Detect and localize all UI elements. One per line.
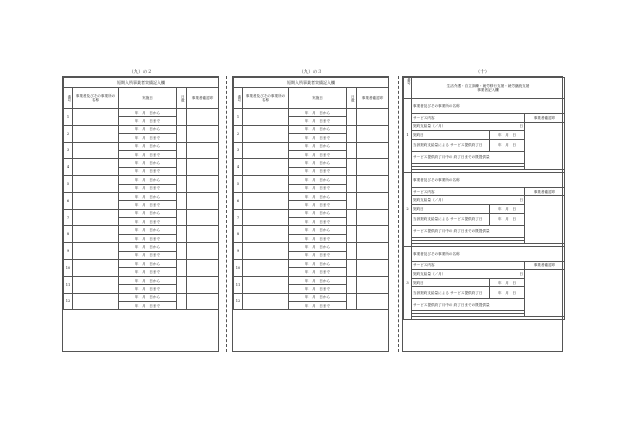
confirm-stamp-cell[interactable]	[525, 270, 565, 317]
row-number: 9	[234, 243, 243, 260]
period-to-cell[interactable]: 年 月 日まで	[119, 201, 177, 209]
row-number: 1	[64, 109, 73, 126]
business-name-cell[interactable]	[73, 125, 119, 142]
contract-date-label: 契約日	[412, 278, 490, 287]
row-number: 1	[234, 109, 243, 126]
period-from-cell[interactable]: 年 月 日から	[119, 159, 177, 167]
days-cell[interactable]	[347, 209, 357, 226]
row-number: 7	[234, 209, 243, 226]
end-date-label: 当該契約支給量による サービス提供終了日	[412, 139, 490, 151]
spacer-cell	[412, 317, 565, 320]
business-name-label: 事業者及びその事業所の名称	[412, 172, 565, 187]
confirm-stamp-cell[interactable]	[357, 125, 389, 142]
left-page-label: （九）の２	[129, 70, 152, 75]
days-cell[interactable]	[177, 192, 187, 209]
left-col-no: 番号	[64, 88, 73, 109]
row-number: 4	[64, 159, 73, 176]
table-row	[234, 276, 389, 284]
period-to-cell[interactable]: 年 月 日まで	[289, 285, 347, 293]
row-number: 3	[234, 142, 243, 159]
business-name-cell[interactable]	[243, 243, 289, 260]
period-from-cell[interactable]: 年 月 日から	[289, 293, 347, 301]
table-row	[64, 293, 219, 301]
days-cell[interactable]	[347, 226, 357, 243]
period-to-cell[interactable]: 年 月 日まで	[119, 251, 177, 259]
business-name-cell[interactable]	[243, 226, 289, 243]
table-row	[234, 176, 389, 184]
page-separator-right	[398, 76, 399, 352]
table-row	[404, 270, 565, 279]
period-from-cell[interactable]: 年 月 日から	[119, 226, 177, 234]
right-col-no: 番号	[404, 78, 412, 99]
table-row	[404, 114, 565, 123]
table-row	[64, 159, 219, 167]
end-date-label: 当該契約支給量による サービス提供終了日	[412, 287, 490, 299]
amount-cell[interactable]	[412, 196, 525, 205]
days-cell[interactable]	[347, 109, 357, 126]
middle-col-name: 事業者及びその事業所の名称	[243, 88, 289, 109]
row-number: 3	[64, 142, 73, 159]
middle-page	[232, 76, 389, 352]
end-date-cell[interactable]: 年 月 日	[490, 139, 525, 151]
period-from-cell[interactable]: 年 月 日から	[289, 226, 347, 234]
confirm-stamp-cell[interactable]	[187, 142, 219, 159]
days-cell[interactable]	[177, 293, 187, 310]
period-from-cell[interactable]: 年 月 日から	[289, 125, 347, 133]
amount-unit: 日	[519, 124, 523, 129]
table-row	[64, 176, 219, 184]
days-cell[interactable]	[347, 276, 357, 293]
confirm-label: 事業者確認印	[525, 261, 565, 270]
row-number: 2	[234, 125, 243, 142]
block-number: 1	[404, 99, 412, 173]
left-table	[63, 77, 219, 310]
days-cell[interactable]	[347, 293, 357, 310]
middle-table	[233, 77, 389, 310]
business-name-cell[interactable]	[73, 293, 119, 310]
business-name-cell[interactable]	[243, 125, 289, 142]
days-cell[interactable]	[177, 176, 187, 193]
table-row	[234, 293, 389, 301]
middle-col-period: 実施日	[289, 88, 347, 109]
period-to-cell[interactable]: 年 月 日まで	[289, 184, 347, 192]
period-from-cell[interactable]: 年 月 日から	[119, 209, 177, 217]
confirm-stamp-cell[interactable]	[187, 276, 219, 293]
business-name-cell[interactable]	[243, 109, 289, 126]
business-name-cell[interactable]	[73, 276, 119, 293]
business-name-cell[interactable]	[73, 243, 119, 260]
period-to-cell[interactable]: 年 月 日まで	[289, 301, 347, 309]
confirm-stamp-cell[interactable]	[525, 196, 565, 243]
table-row	[404, 172, 565, 187]
row-number: 2	[64, 125, 73, 142]
right-table	[403, 77, 565, 320]
row-number: 4	[234, 159, 243, 176]
business-name-cell[interactable]	[243, 159, 289, 176]
remaining-label: サービス提供終了月中の 終了日までの既提供量	[412, 151, 525, 163]
period-from-cell[interactable]: 年 月 日から	[119, 276, 177, 284]
service-label: サービス内容	[412, 187, 525, 196]
table-row	[234, 109, 389, 117]
business-name-cell[interactable]	[243, 276, 289, 293]
amount-label: 契約支給量（／月）	[413, 124, 446, 129]
table-row	[234, 159, 389, 167]
remaining-label: サービス提供終了月中の 終了日までの既提供量	[412, 225, 525, 237]
business-name-cell[interactable]	[243, 260, 289, 277]
row-number: 9	[64, 243, 73, 260]
confirm-stamp-cell[interactable]	[187, 243, 219, 260]
period-from-cell[interactable]: 年 月 日から	[289, 159, 347, 167]
row-number: 10	[234, 260, 243, 277]
row-number: 6	[234, 192, 243, 209]
confirm-stamp-cell[interactable]	[357, 293, 389, 310]
days-cell[interactable]	[347, 125, 357, 142]
row-number: 12	[64, 293, 73, 310]
confirm-stamp-cell[interactable]	[357, 209, 389, 226]
period-to-cell[interactable]: 年 月 日まで	[289, 150, 347, 158]
confirm-stamp-cell[interactable]	[187, 109, 219, 126]
period-from-cell[interactable]: 年 月 日から	[289, 192, 347, 200]
table-row	[64, 142, 219, 150]
period-from-cell[interactable]: 年 月 日から	[289, 260, 347, 268]
business-name-cell[interactable]	[243, 176, 289, 193]
contract-date-label: 契約日	[412, 204, 490, 213]
right-header-line2: 事業者記入欄	[477, 88, 499, 92]
days-cell[interactable]	[347, 176, 357, 193]
confirm-stamp-cell[interactable]	[357, 260, 389, 277]
table-row	[234, 226, 389, 234]
contract-date-label: 契約日	[412, 131, 490, 140]
period-from-cell[interactable]: 年 月 日から	[289, 209, 347, 217]
confirm-stamp-cell[interactable]	[357, 226, 389, 243]
period-from-cell[interactable]: 年 月 日から	[289, 276, 347, 284]
remaining-label: サービス提供終了月中の 終了日までの既提供量	[412, 299, 525, 311]
confirm-stamp-cell[interactable]	[357, 159, 389, 176]
period-from-cell[interactable]: 年 月 日から	[119, 243, 177, 251]
table-row	[404, 187, 565, 196]
right-page-label: （十）	[475, 70, 490, 75]
business-name-cell[interactable]	[73, 109, 119, 126]
days-cell[interactable]	[177, 226, 187, 243]
confirm-stamp-cell[interactable]	[357, 142, 389, 159]
business-name-cell[interactable]	[243, 192, 289, 209]
table-row	[404, 246, 565, 261]
period-to-cell[interactable]: 年 月 日まで	[119, 234, 177, 242]
period-to-cell[interactable]: 年 月 日まで	[119, 134, 177, 142]
days-cell[interactable]	[177, 209, 187, 226]
confirm-stamp-cell[interactable]	[357, 109, 389, 126]
table-row	[234, 260, 389, 268]
service-label: サービス内容	[412, 261, 525, 270]
days-cell[interactable]	[177, 276, 187, 293]
amount-label: 契約支給量（／月）	[413, 198, 446, 203]
period-to-cell[interactable]: 年 月 日まで	[289, 234, 347, 242]
left-col-days: 日数	[177, 88, 187, 109]
left-col-name: 事業者及びその事業所の名称	[73, 88, 119, 109]
left-table-title: 短期入所事業者実績記入欄	[64, 78, 219, 88]
days-cell[interactable]	[177, 159, 187, 176]
contract-date-cell[interactable]: 年 月 日	[490, 278, 525, 287]
period-to-cell[interactable]: 年 月 日まで	[119, 285, 177, 293]
table-row	[404, 122, 565, 131]
middle-col-confirm: 事業者確認印	[357, 88, 389, 109]
confirm-label: 事業者確認印	[525, 187, 565, 196]
amount-label: 契約支給量（／月）	[413, 271, 446, 276]
period-to-cell[interactable]: 年 月 日まで	[289, 167, 347, 175]
middle-col-no: 番号	[234, 88, 243, 109]
row-number: 11	[234, 276, 243, 293]
left-col-confirm: 事業者確認印	[187, 88, 219, 109]
period-to-cell[interactable]: 年 月 日まで	[289, 251, 347, 259]
period-to-cell[interactable]: 年 月 日まで	[119, 184, 177, 192]
service-label: サービス内容	[412, 114, 525, 123]
period-to-cell[interactable]: 年 月 日まで	[119, 117, 177, 125]
period-to-cell[interactable]: 年 月 日まで	[119, 218, 177, 226]
business-name-cell[interactable]	[73, 176, 119, 193]
table-row	[64, 192, 219, 200]
page-separator-left	[226, 76, 227, 352]
period-from-cell[interactable]: 年 月 日から	[119, 176, 177, 184]
row-number: 8	[64, 226, 73, 243]
period-to-cell[interactable]: 年 月 日まで	[289, 218, 347, 226]
confirm-stamp-cell[interactable]	[357, 192, 389, 209]
table-row	[234, 142, 389, 150]
table-row	[64, 260, 219, 268]
period-to-cell[interactable]: 年 月 日まで	[289, 201, 347, 209]
table-row	[404, 99, 565, 114]
middle-table-title: 短期入所事業者実績記入欄	[234, 78, 389, 88]
period-from-cell[interactable]: 年 月 日から	[119, 260, 177, 268]
days-cell[interactable]	[347, 260, 357, 277]
confirm-stamp-cell[interactable]	[357, 276, 389, 293]
confirm-stamp-cell[interactable]	[187, 293, 219, 310]
confirm-stamp-cell[interactable]	[357, 243, 389, 260]
days-cell[interactable]	[347, 192, 357, 209]
period-to-cell[interactable]: 年 月 日まで	[289, 134, 347, 142]
middle-col-days: 日数	[347, 88, 357, 109]
right-page	[402, 76, 563, 352]
confirm-stamp-cell[interactable]	[357, 176, 389, 193]
confirm-stamp-cell[interactable]	[525, 122, 565, 169]
table-row	[64, 276, 219, 284]
period-from-cell[interactable]: 年 月 日から	[119, 142, 177, 150]
period-from-cell[interactable]: 年 月 日から	[289, 109, 347, 117]
business-name-cell[interactable]	[243, 209, 289, 226]
contract-date-cell[interactable]: 年 月 日	[490, 131, 525, 140]
confirm-stamp-cell[interactable]	[187, 260, 219, 277]
left-col-period: 実施日	[119, 88, 177, 109]
row-number: 11	[64, 276, 73, 293]
table-row	[64, 226, 219, 234]
business-name-label: 事業者及びその事業所の名称	[412, 99, 565, 114]
table-row	[234, 209, 389, 217]
table-row	[64, 209, 219, 217]
table-row	[404, 261, 565, 270]
row-number: 7	[64, 209, 73, 226]
table-row	[234, 243, 389, 251]
business-name-cell[interactable]	[73, 142, 119, 159]
table-row	[234, 125, 389, 133]
amount-unit: 日	[519, 198, 523, 203]
end-date-cell[interactable]: 年 月 日	[490, 213, 525, 225]
block-number: 2	[404, 172, 412, 246]
end-date-label: 当該契約支給量による サービス提供終了日	[412, 213, 490, 225]
contract-date-cell[interactable]: 年 月 日	[490, 204, 525, 213]
block-number: 3	[404, 246, 412, 320]
end-date-cell[interactable]: 年 月 日	[490, 287, 525, 299]
right-header	[412, 78, 565, 99]
period-from-cell[interactable]: 年 月 日から	[289, 243, 347, 251]
row-number: 12	[234, 293, 243, 310]
table-row	[64, 125, 219, 133]
days-cell[interactable]	[347, 159, 357, 176]
business-name-cell[interactable]	[73, 159, 119, 176]
period-from-cell[interactable]: 年 月 日から	[119, 125, 177, 133]
business-name-cell[interactable]	[73, 260, 119, 277]
right-header-line1: 生活介護・自立訓練・就労移行支援・就労継続支援	[446, 84, 530, 88]
days-cell[interactable]	[177, 243, 187, 260]
amount-cell[interactable]	[412, 270, 525, 279]
business-name-cell[interactable]	[243, 142, 289, 159]
period-to-cell[interactable]: 年 月 日まで	[119, 167, 177, 175]
table-row	[404, 196, 565, 205]
period-to-cell[interactable]: 年 月 日まで	[119, 301, 177, 309]
period-from-cell[interactable]: 年 月 日から	[119, 109, 177, 117]
period-from-cell[interactable]: 年 月 日から	[289, 176, 347, 184]
days-cell[interactable]	[347, 142, 357, 159]
period-from-cell[interactable]: 年 月 日から	[119, 192, 177, 200]
period-from-cell[interactable]: 年 月 日から	[119, 293, 177, 301]
row-number: 6	[64, 192, 73, 209]
days-cell[interactable]	[177, 260, 187, 277]
left-page	[62, 76, 219, 352]
period-to-cell[interactable]: 年 月 日まで	[119, 150, 177, 158]
table-row	[234, 192, 389, 200]
amount-unit: 日	[519, 271, 523, 276]
period-to-cell[interactable]: 年 月 日まで	[119, 268, 177, 276]
middle-page-label: （九）の３	[299, 70, 322, 75]
amount-cell[interactable]	[412, 122, 525, 131]
business-name-cell[interactable]	[73, 209, 119, 226]
days-cell[interactable]	[177, 109, 187, 126]
confirm-stamp-cell[interactable]	[187, 125, 219, 142]
row-number: 10	[64, 260, 73, 277]
confirm-stamp-cell[interactable]	[187, 159, 219, 176]
confirm-stamp-cell[interactable]	[187, 176, 219, 193]
table-row	[404, 317, 565, 320]
table-row	[64, 109, 219, 117]
period-to-cell[interactable]: 年 月 日まで	[289, 117, 347, 125]
table-row	[64, 243, 219, 251]
confirm-stamp-cell[interactable]	[187, 209, 219, 226]
business-name-cell[interactable]	[73, 226, 119, 243]
days-cell[interactable]	[347, 243, 357, 260]
confirm-stamp-cell[interactable]	[187, 192, 219, 209]
confirm-label: 事業者確認印	[525, 114, 565, 123]
period-to-cell[interactable]: 年 月 日まで	[289, 268, 347, 276]
business-name-cell[interactable]	[73, 192, 119, 209]
row-number: 5	[234, 176, 243, 193]
period-from-cell[interactable]: 年 月 日から	[289, 142, 347, 150]
confirm-stamp-cell[interactable]	[187, 226, 219, 243]
row-number: 8	[234, 226, 243, 243]
days-cell[interactable]	[177, 142, 187, 159]
business-name-label: 事業者及びその事業所の名称	[412, 246, 565, 261]
days-cell[interactable]	[177, 125, 187, 142]
row-number: 5	[64, 176, 73, 193]
business-name-cell[interactable]	[243, 293, 289, 310]
